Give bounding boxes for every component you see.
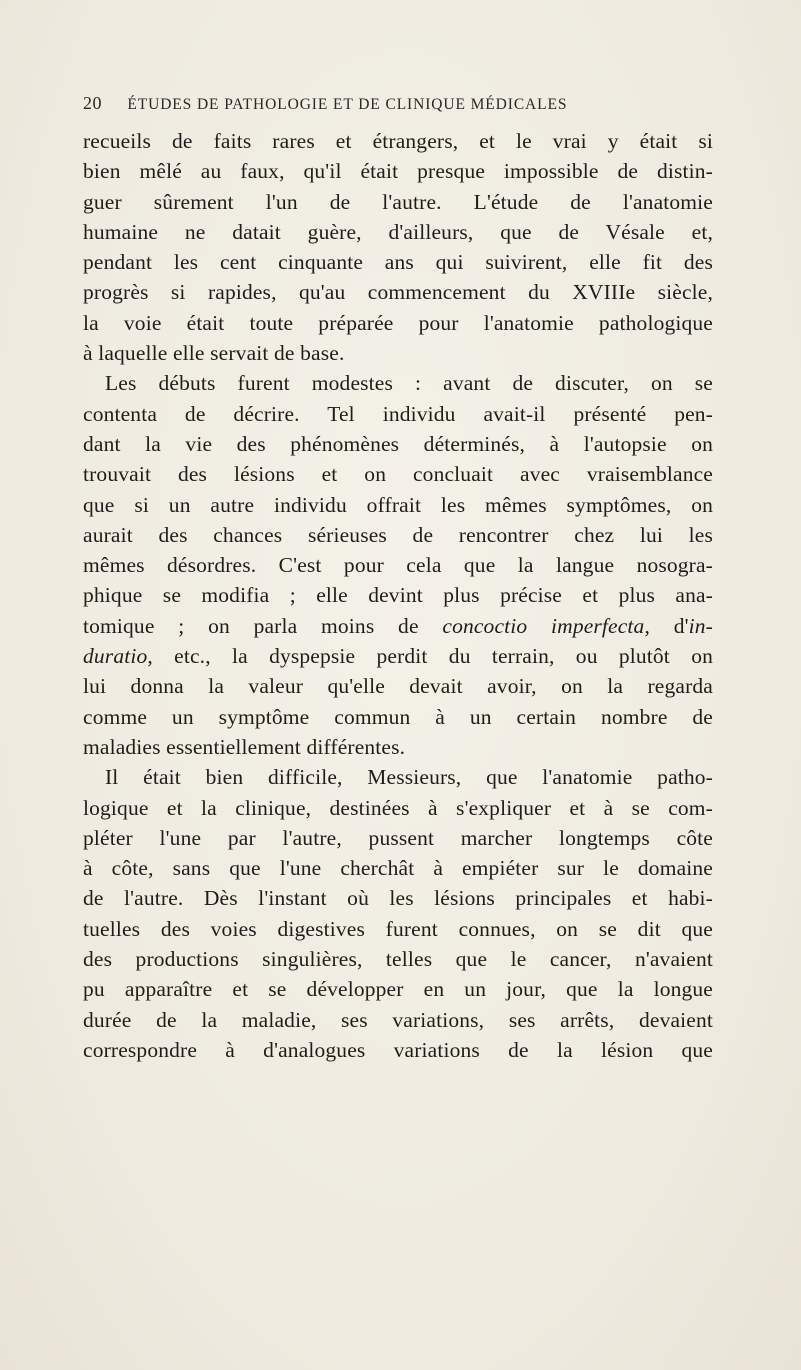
latin-term: in- — [688, 613, 713, 638]
text-line: pu apparaître et se développer en un jour, que la longue — [83, 977, 713, 1002]
running-head — [83, 93, 723, 117]
latin-term: duratio — [83, 644, 148, 669]
text-line: progrès si rapides, qu'au commencement du XVIIIe siècle, — [83, 280, 713, 305]
text-line: dant la vie des phénomènes déterminés, à l'autopsie on — [83, 431, 713, 456]
text-line: bien mêlé au faux, qu'il était presque impossible de distin- — [83, 159, 713, 184]
text-line: guer sûrement l'un de l'autre. L'étude de l'anatomie — [83, 189, 713, 214]
latin-term: concoctio imperfecta — [442, 613, 645, 638]
text-line: des productions singulières, telles que le cancer, n'avaient — [83, 947, 713, 972]
text-line: aurait des chances sérieuses de rencontrer chez lui les — [83, 522, 713, 547]
text-line: durée de la maladie, ses variations, ses arrêts, devaient — [83, 1007, 713, 1032]
text-line-with-italics — [83, 641, 713, 671]
text-line: contenta de décrire. Tel individu avait-il présenté pen- — [83, 401, 713, 426]
text-line: la voie était toute préparée pour l'anatomie pathologique — [83, 310, 713, 335]
text-line: logique et la clinique, destinées à s'expliquer et à se com- — [83, 795, 713, 820]
text-line: recueils de faits rares et étrangers, et le vrai y était si — [83, 129, 713, 153]
text-segment: tomique ; on parla moins de — [83, 613, 443, 638]
text-line: pléter l'une par l'autre, pussent marcher longtemps côte — [83, 825, 713, 850]
text-line: correspondre à d'analogues variations de la lésion que — [83, 1037, 713, 1062]
text-line: phique se modifia ; elle devint plus précise et plus ana- — [83, 583, 713, 608]
text-line: pendant les cent cinquante ans qui suivirent, elle fit des — [83, 250, 713, 275]
text-line: de l'autre. Dès l'instant où les lésions principales et habi- — [83, 886, 713, 911]
text-line: comme un symptôme commun à un certain nombre de — [83, 704, 713, 729]
text-segment: , etc., la dyspepsie perdit du terrain, ou plutôt on — [147, 644, 713, 669]
text-line-with-italics — [83, 611, 713, 641]
paragraph-start-line: Il était bien difficile, Messieurs, que l'anatomie patho- — [105, 765, 713, 790]
text-line: trouvait des lésions et on concluait avec vraisemblance — [83, 462, 713, 487]
text-line: lui donna la valeur qu'elle devait avoir, on la regarda — [83, 674, 713, 699]
body-text — [83, 126, 713, 1065]
running-head-title: ÉTUDES DE PATHOLOGIE ET DE CLINIQUE MÉDICALES — [127, 96, 568, 113]
text-line: à laquelle elle servait de base. — [83, 341, 345, 366]
text-line: humaine ne datait guère, d'ailleurs, que de Vésale et, — [83, 219, 713, 244]
text-line: mêmes désordres. C'est pour cela que la langue nosogra- — [83, 553, 713, 578]
text-line: tuelles des voies digestives furent connues, on se dit que — [83, 916, 713, 941]
text-line: à côte, sans que l'une cherchât à empiéter sur le domaine — [83, 856, 713, 881]
text-line: que si un autre individu offrait les mêmes symptômes, on — [83, 492, 713, 517]
text-segment: , d' — [644, 613, 689, 638]
paragraph-start-line: Les débuts furent modestes : avant de discuter, on se — [105, 371, 713, 396]
text-line: maladies essentiellement différentes. — [83, 734, 406, 759]
page-number: 20 — [83, 93, 102, 113]
